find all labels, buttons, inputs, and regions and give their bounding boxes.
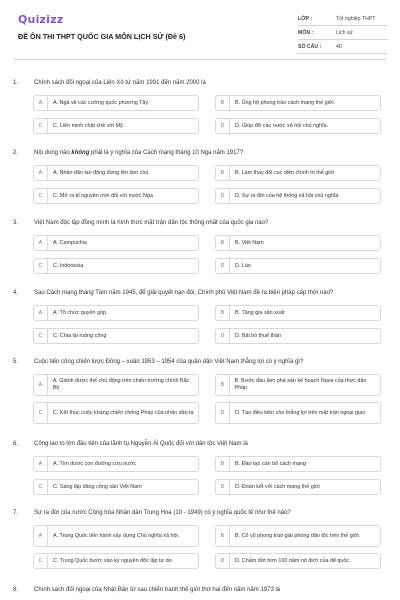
option-text: C. Liên minh chặt chẽ với Mỹ. <box>53 122 125 129</box>
option-letter: B <box>216 96 230 110</box>
option-d[interactable] <box>215 118 381 134</box>
option-letter: B <box>216 306 230 320</box>
question-text-pre: Nội dung nào <box>34 150 72 156</box>
option-c[interactable] <box>33 402 199 424</box>
option-text: C. Chia lại ruộng công <box>53 332 107 339</box>
meta-value: 40 <box>336 43 342 50</box>
option-letter: A <box>34 96 48 110</box>
question-number: 6. <box>13 441 19 447</box>
option-letter: D <box>216 189 230 203</box>
option-text: A. Campuchia <box>53 239 87 246</box>
option-text: B. Làm thay đổi cục diện chính trị thế giới <box>235 169 335 176</box>
option-letter: B <box>216 526 230 546</box>
option-d[interactable] <box>215 188 381 204</box>
option-letter: C <box>34 480 48 494</box>
option-letter: D <box>216 259 230 273</box>
option-text: B. Tăng gia sản xuất <box>235 309 285 316</box>
option-text: D. Sự ra đời của hệ thống xã hội chủ nghĩa <box>235 192 339 199</box>
option-text: C. Trung Quốc bước vào kỷ nguyên độc lập tự do. <box>53 557 174 564</box>
option-c[interactable] <box>33 118 199 134</box>
option-letter: B <box>216 166 230 180</box>
question-number: 8. <box>13 587 19 593</box>
option-letter: D <box>216 119 230 133</box>
option-letter: A <box>34 166 48 180</box>
option-text: B. Việt Nam <box>235 239 264 246</box>
option-b[interactable] <box>215 165 381 181</box>
header-divider <box>14 59 386 60</box>
question-text: Chính sách đối ngoại của Nhật Bản từ sau chiến tranh thế giới thứ hai đến năm năm 1973 là <box>34 587 281 593</box>
option-letter: A <box>34 526 48 546</box>
option-text: C. Indonesia <box>53 262 84 269</box>
question-text: Công lao to lớn đầu tiên của lãnh tụ Nguyễn Ái Quốc đối với dân tộc Việt Nam là <box>34 441 248 447</box>
question-number: 2. <box>13 150 19 156</box>
option-a[interactable] <box>33 165 199 181</box>
option-d[interactable] <box>215 328 381 344</box>
option-letter: C <box>34 403 48 423</box>
option-c[interactable] <box>33 188 199 204</box>
question-text-post: phải là ý nghĩa của Cách mạng tháng 10 Nga năm 1917? <box>89 150 244 156</box>
option-a[interactable] <box>33 374 199 396</box>
option-text: A. Ngả về các cường quốc phương Tây. <box>53 99 150 106</box>
option-a[interactable] <box>33 305 199 321</box>
option-text: A. Nhân dân lao động đứng lên làm chủ <box>53 169 149 176</box>
meta-value: Lịch sử <box>336 29 354 36</box>
option-letter: B <box>216 457 230 471</box>
option-text: D. Lào <box>235 262 251 269</box>
question-number: 3. <box>13 220 19 226</box>
exam-title: ĐỀ ÔN THI THPT QUỐC GIA MÔN LỊCH SỬ (Đề 6) <box>18 32 186 41</box>
option-letter: D <box>216 403 230 423</box>
option-b[interactable] <box>215 456 381 472</box>
exam-meta <box>298 12 388 54</box>
question-text-emphasis: không <box>71 150 90 156</box>
option-letter: A <box>34 375 48 395</box>
option-b[interactable] <box>215 95 381 111</box>
option-text: B. Ủng hộ phong trào cách mạng thế giới. <box>235 99 336 106</box>
option-letter: C <box>34 259 48 273</box>
option-letter: D <box>216 554 230 568</box>
question-text: Sau Cách mạng tháng Tám năm 1945, để giải quyết nạn đói, Chính phủ Việt Nam đề ra biện pháp cấp thời nào? <box>34 290 334 296</box>
option-text: C. Sáng lập đảng cộng sản Việt Nam <box>53 483 142 490</box>
option-letter: D <box>216 329 230 343</box>
option-b[interactable] <box>215 374 381 396</box>
option-letter: A <box>34 306 48 320</box>
question-number: 4. <box>13 290 19 296</box>
question-number: 1. <box>13 80 19 86</box>
meta-row-class <box>298 12 388 26</box>
option-letter: C <box>34 119 48 133</box>
option-letter: C <box>34 554 48 568</box>
question-text: Chính sách đối ngoại của Liên Xô từ năm 1991 đến năm 2000 là <box>34 80 206 86</box>
question-text: Việt Nam độc lập đồng minh là hình thức mặt trận dân tộc thống nhất của quốc gia nào? <box>34 220 269 226</box>
option-b[interactable] <box>215 525 381 547</box>
option-text: C. Mở ra kỉ nguyên mới đối với nước Nga <box>53 192 153 199</box>
option-letter: A <box>34 457 48 471</box>
option-letter: B <box>216 375 230 395</box>
option-c[interactable] <box>33 479 199 495</box>
option-text: C. Kết thúc cuộc kháng chiến chống Pháp của nhân dân ta <box>53 409 194 416</box>
option-letter: C <box>34 329 48 343</box>
option-text: D. Chấm dứt hơn 100 năm nô dịch của đế quốc. <box>235 557 351 564</box>
meta-value: Tốt nghiệp THPT <box>336 15 376 22</box>
option-a[interactable] <box>33 456 199 472</box>
option-letter: C <box>34 189 48 203</box>
option-letter: B <box>216 236 230 250</box>
option-text: A. Giành được thế chủ động trên chiến trường chính Bắc Bộ <box>52 378 190 391</box>
option-text: B. Bước đầu làm phá sản kế hoạch Nava của thực dân Pháp <box>234 378 367 391</box>
option-text: A. Trung Quốc tiến hành xây dựng Chủ nghĩa xã hội. <box>53 532 180 539</box>
option-c[interactable] <box>33 553 199 569</box>
question-text: Sự ra đời của nước Cộng hòa Nhân dân Trung Hoa (10 - 1949) có ý nghĩa quốc tế như thế nào? <box>34 510 291 516</box>
option-text: D. Đoàn kết với cách mạng thế giới <box>235 483 320 490</box>
option-b[interactable] <box>215 305 381 321</box>
option-text: A. Tìm được con đường cứu nước <box>53 460 137 467</box>
option-text: A. Tổ chức quyên góp <box>53 309 106 316</box>
option-d[interactable] <box>215 553 381 569</box>
option-c[interactable] <box>33 258 199 274</box>
option-b[interactable] <box>215 235 381 251</box>
option-d[interactable] <box>215 479 381 495</box>
option-letter: D <box>216 480 230 494</box>
option-text: B. Đào tạo cán bộ cách mạng <box>235 460 307 467</box>
option-text: B. Cổ vũ phong trào giải phóng dân tộc trên thế giới. <box>235 532 361 539</box>
question-text: Cuộc tiến công chiến lược Đông – xuân 1953 – 1954 của quân dân Việt Nam thắng lợi có ý nghĩa gì? <box>34 359 304 365</box>
option-d[interactable] <box>215 402 381 424</box>
option-a[interactable] <box>33 95 199 111</box>
question-text <box>34 150 374 156</box>
option-text: D. Bãi bỏ thuế thân <box>235 332 282 339</box>
quizizz-logo: Quizizz <box>18 13 64 26</box>
meta-label: MÔN : <box>298 29 314 36</box>
question-number: 7. <box>13 510 19 516</box>
meta-row-subject <box>298 26 388 40</box>
option-c[interactable] <box>33 328 199 344</box>
option-letter: A <box>34 236 48 250</box>
meta-row-count <box>298 40 388 54</box>
option-text: D. Giúp đỡ các nước xã hội chủ nghĩa. <box>235 122 329 129</box>
meta-label: SỐ CÂU : <box>298 43 322 50</box>
option-a[interactable] <box>33 525 199 547</box>
option-text: D. Tạo điều kiện cho thắng lợi trên mặt trận ngoại giao <box>235 409 366 416</box>
option-a[interactable] <box>33 235 199 251</box>
option-d[interactable] <box>215 258 381 274</box>
question-number: 5. <box>13 359 19 365</box>
meta-label: LỚP : <box>298 15 313 22</box>
